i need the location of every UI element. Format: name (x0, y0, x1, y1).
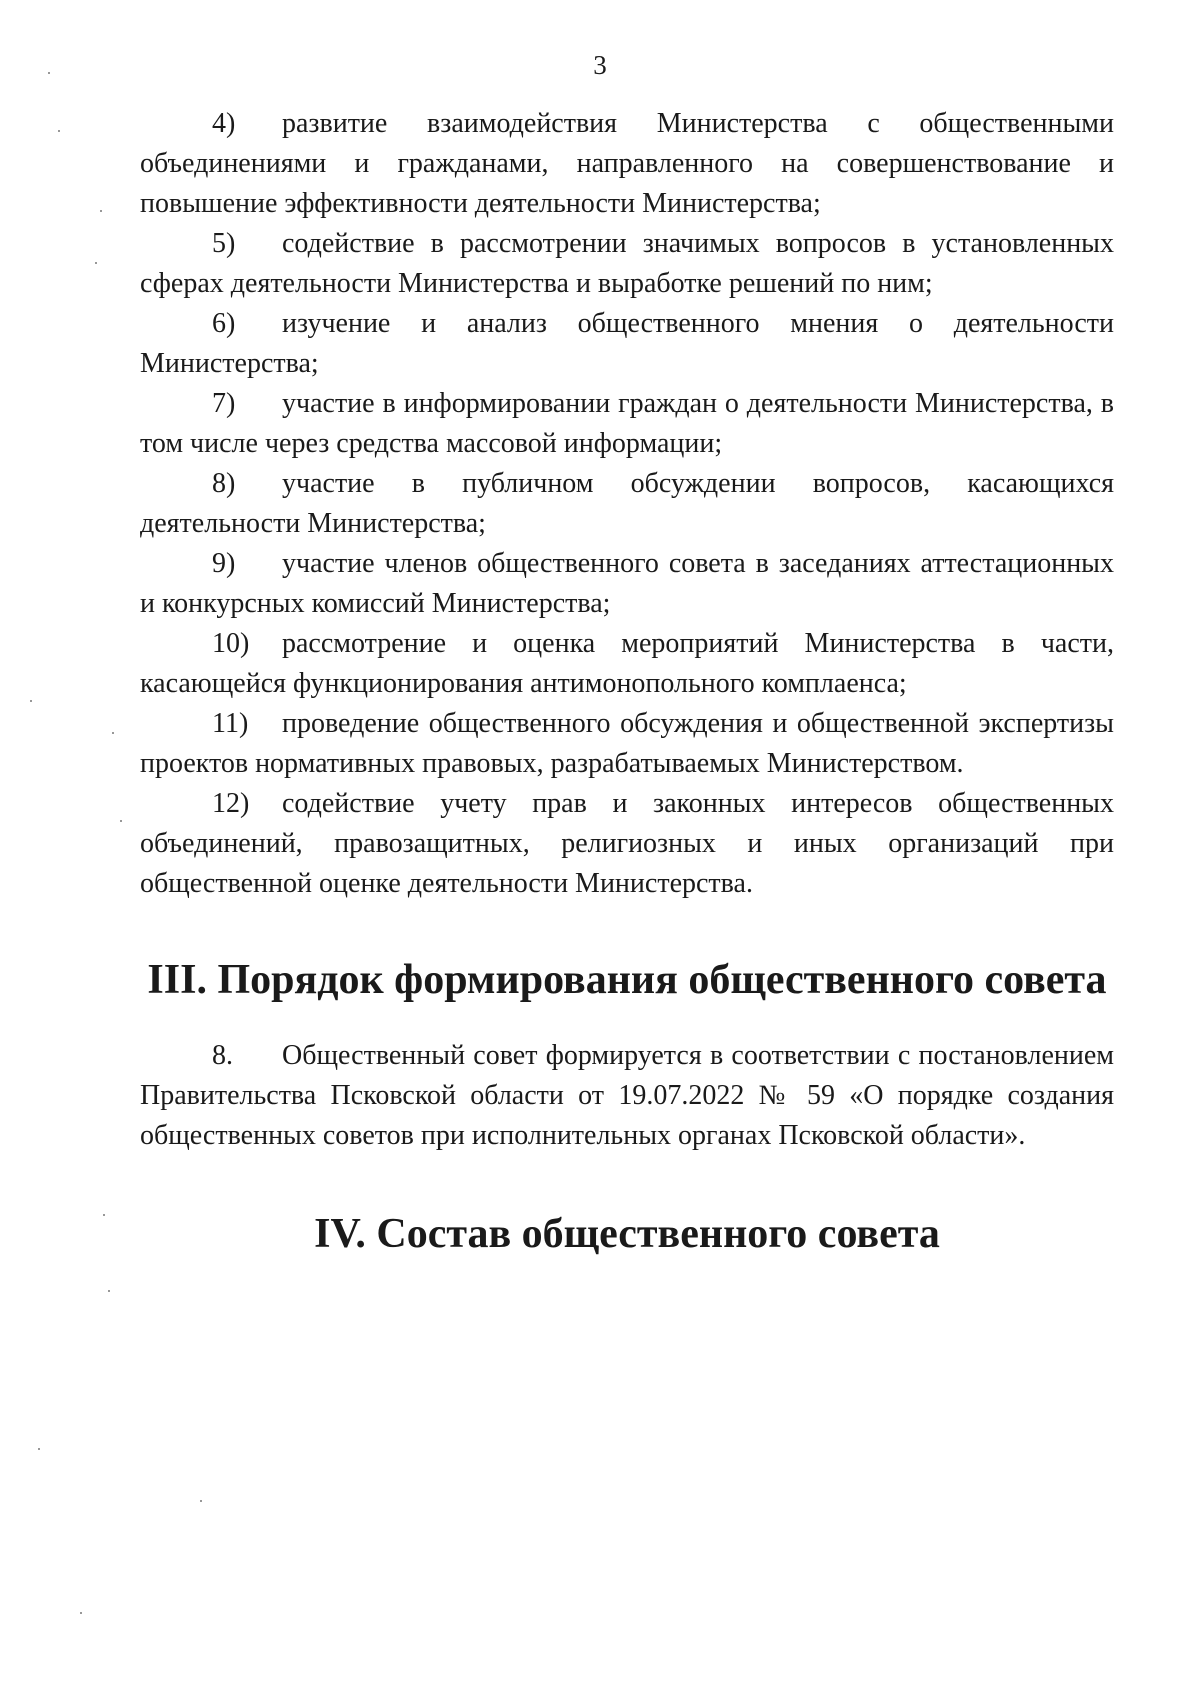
paragraph-number: 8. (212, 1040, 233, 1071)
scan-speck (120, 820, 122, 822)
scan-speck (200, 1500, 202, 1502)
list-item (140, 464, 1114, 544)
paragraph-text: Общественный совет формируется в соответствии с постановлением Правительства Псковской области от 19.07.2022 № 59 «О порядке создания общественных советов при исполнительных органах Псковской области». (140, 1040, 1114, 1151)
list-item-text: изучение и анализ общественного мнения о деятельности Министерства; (140, 308, 1114, 379)
section-3-paragraph (140, 1036, 1114, 1156)
list-item-number: 7) (212, 388, 236, 419)
list-item-text: содействие в рассмотрении значимых вопросов в установленных сферах деятельности Министерства и выработке решений по ним; (140, 228, 1114, 299)
list-item-text: рассмотрение и оценка мероприятий Министерства в части, касающейся функционирования антимонопольного комплаенса; (140, 628, 1114, 699)
scan-speck (80, 1612, 82, 1614)
list-item-number: 9) (212, 548, 236, 579)
scan-speck (30, 700, 32, 702)
scan-speck (103, 1214, 105, 1216)
list-item-number: 5) (212, 228, 236, 259)
list-item (140, 544, 1114, 624)
document-body (140, 104, 1114, 1257)
section-heading-3: III. Порядок формирования общественного совета (147, 957, 1107, 1003)
list-item-text: участие в публичном обсуждении вопросов, касающихся деятельности Министерства; (140, 468, 1114, 539)
list-item (140, 784, 1114, 904)
list-item-text: участие членов общественного совета в заседаниях аттестационных и конкурсных комиссий Министерства; (140, 548, 1114, 619)
list-item (140, 304, 1114, 384)
list-item-number: 4) (212, 108, 236, 139)
page-number: 3 (593, 50, 607, 80)
list-item-text: проведение общественного обсуждения и общественной экспертизы проектов нормативных правовых, разрабатываемых Министерством. (140, 708, 1114, 779)
list-item (140, 224, 1114, 304)
list-item-number: 11) (212, 708, 249, 739)
list-item-text: развитие взаимодействия Министерства с общественными объединениями и гражданами, направленного на совершенствование и повышение эффективности деятельности Министерства; (140, 108, 1114, 219)
scan-speck (108, 1290, 110, 1292)
list-item (140, 384, 1114, 464)
scan-speck (58, 130, 60, 132)
list-item-text: содействие учету прав и законных интересов общественных объединений, правозащитных, религиозных и иных организаций при общественной оценке деятельности Министерства. (140, 788, 1114, 899)
list-item (140, 104, 1114, 224)
scan-speck (95, 262, 97, 264)
scan-speck (112, 732, 114, 734)
list-item (140, 704, 1114, 784)
list-item-text: участие в информировании граждан о деятельности Министерства, в том числе через средства массовой информации; (140, 388, 1114, 459)
list-item-number: 10) (212, 628, 250, 659)
list-item-number: 6) (212, 308, 236, 339)
section-heading-4: IV. Состав общественного совета (314, 1211, 940, 1257)
list-item-number: 12) (212, 788, 250, 819)
scan-speck (100, 210, 102, 212)
list-item (140, 624, 1114, 704)
list-item-number: 8) (212, 468, 236, 499)
scan-speck (48, 72, 50, 74)
scan-speck (38, 1448, 40, 1450)
